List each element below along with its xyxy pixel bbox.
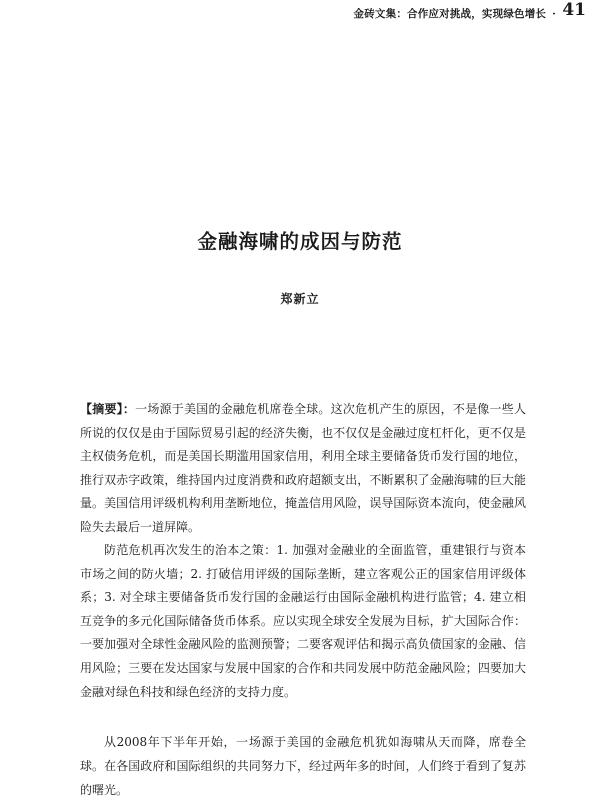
abstract-text-1: 一场源于美国的金融危机席卷全球。这次危机产生的原因，不是像一些人所说的仅仅是由于国际贸易引起的经济失衡，也不仅仅是金融过度杠杆化，更不仅是主权债务危机，而是美国长期滥用国家信用，利用全球主要储备货币发行国的地位，推行双赤字政策，维持国内过度消费和政府超额支出，不断累积了金融海啸的巨大能量。美国信用评级机构利用垄断地位，掩盖信用风险，误导国际资本流向，使金融风险失去最后一道屏障。 — [80, 402, 526, 534]
article-author: 郑新立 — [280, 292, 320, 306]
article-title: 金融海啸的成因与防范 — [197, 230, 403, 253]
running-header — [354, 6, 558, 21]
running-title: 金砖文集：合作应对挑战，实现绿色增长 — [353, 8, 547, 20]
page-number: 41 — [562, 0, 586, 20]
abstract-label: 【摘要】： — [80, 402, 136, 416]
abstract-paragraph-2: 防范危机再次发生的治本之策：1. 加强对金融业的全面监管，重建银行与资本市场之间的防火墙；2. 打破信用评级的国际垄断，建立客观公正的国家信用评级体系；3. 对全球主要储备货币发行国的金融运行由国际金融机构进行监管；4. 建立相互竞争的多元化国际储备货币体系。应以实现全球安全发展为目标，扩大国际合作：一要加强对全球性金融风险的监测预警；二要客观评估和揭示高负债国家的金融、信用风险；三要在发达国家与发展中国家的合作和共同发展中防范金融风险；四要加大金融对绿色科技和绿色经济的支持力度。 — [80, 543, 526, 699]
abstract-paragraph-1 — [80, 398, 526, 540]
body-paragraph-1: 从2008年下半年开始，一场源于美国的金融危机犹如海啸从天而降，席卷全球。在各国政府和国际组织的共同努力下，经过两年多的时间，人们终于看到了复苏的曙光。 — [80, 735, 526, 797]
header-separator: · — [552, 8, 556, 20]
